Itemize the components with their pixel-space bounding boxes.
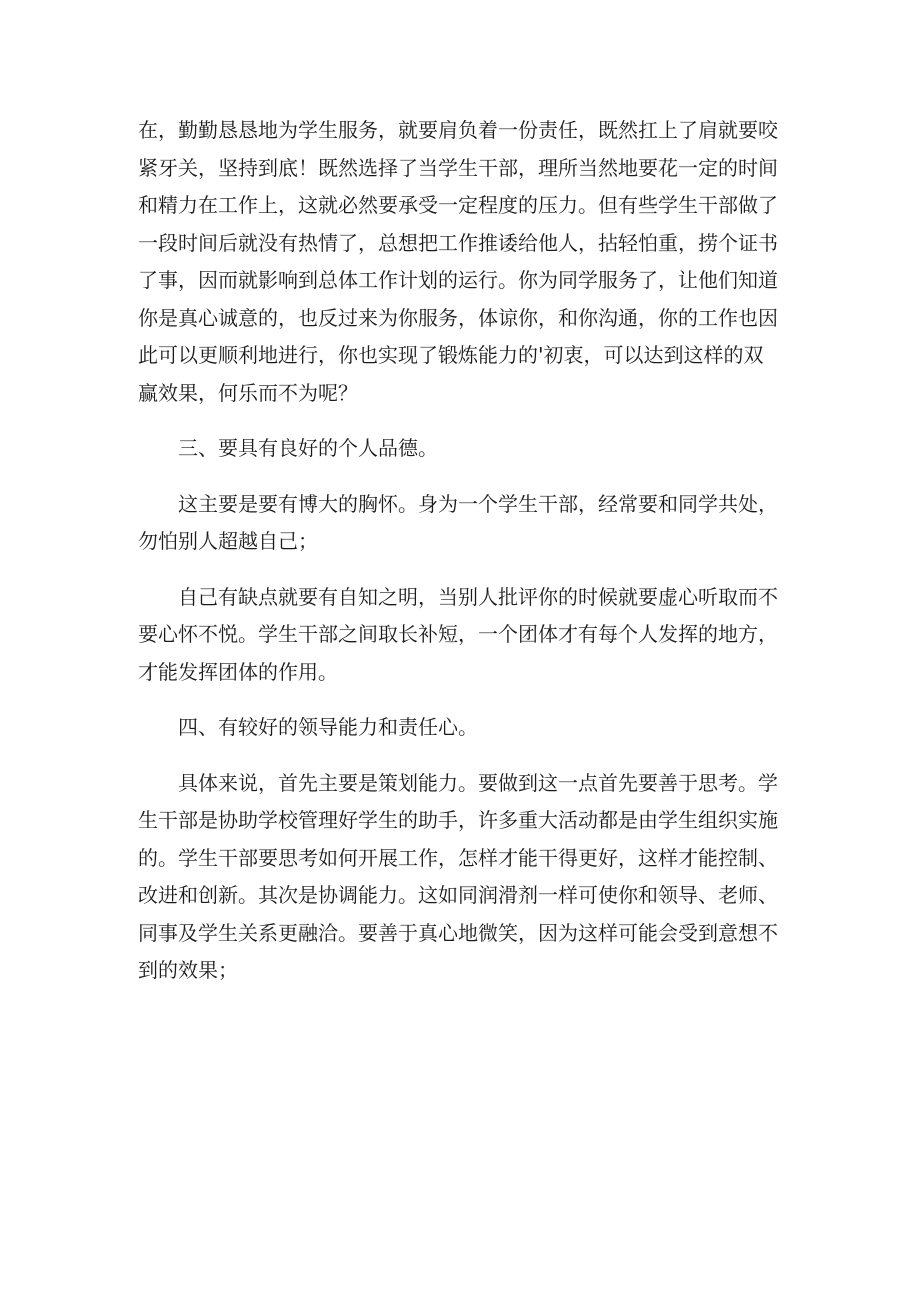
text-line: 在，勤勤恳恳地为学生服务，就要肩负着一份责任，既然扛上了肩就要咬 [138,118,778,142]
document-body [138,112,784,990]
paragraph-service-responsibility [138,112,784,412]
text-line: 一段时间后就没有热情了，总想把工作推诿给他人，拈轻怕重，捞个证书 [138,230,778,255]
text-line: 同事及学生关系更融洽。要善于真心地微笑，因为这样可能会受到意想不 [138,920,778,945]
paragraph-broad-mind [138,486,784,561]
heading-text: 三、要具有良好的个人品德。 [178,436,438,460]
text-line: 改进和创新。其次是协调能力。这如同润滑剂一样可使你和领导、老师、 [138,883,778,907]
text-line: 这主要是要有博大的胸怀。身为一个学生干部，经常要和同学共处， [178,491,778,516]
text-line: 到的效果； [138,958,238,982]
section-heading-3 [138,430,784,468]
text-line: 紧牙关，坚持到底！既然选择了当学生干部，理所当然地要花一定的时间 [138,155,778,180]
text-line: 和精力在工作上，这就必然要承受一定程度的压力。但有些学生干部做了 [138,193,778,217]
paragraph-planning-ability [138,765,784,990]
text-line: 此可以更顺利地进行，你也实现了锻炼能力的'初衷，可以达到这样的双 [138,343,764,367]
text-line: 具体来说，首先主要是策划能力。要做到这一点首先要善于思考。学 [178,770,778,795]
text-line: 赢效果，何乐而不为呢？ [138,380,358,405]
text-line: 了事，因而就影响到总体工作计划的运行。你为同学服务了，让他们知道 [138,268,778,292]
paragraph-self-awareness [138,579,784,692]
text-line: 要心怀不悦。学生干部之间取长补短，一个团体才有每个人发挥的地方， [138,622,778,646]
section-heading-4 [138,709,784,747]
heading-text: 四、有较好的领导能力和责任心。 [178,715,478,739]
text-line: 勿怕别人超越自己； [138,529,318,553]
text-line: 才能发挥团体的作用。 [138,659,338,684]
text-line: 的。学生干部要思考如何开展工作，怎样才能干得更好，这样才能控制、 [138,845,778,870]
text-line: 你是真心诚意的，也反过来为你服务，体谅你，和你沟通，你的工作也因 [138,305,778,330]
text-line: 自己有缺点就要有自知之明，当别人批评你的时候就要虚心听取而不 [178,584,778,609]
text-line: 生干部是协助学校管理好学生的助手，许多重大活动都是由学生组织实施 [138,808,778,832]
